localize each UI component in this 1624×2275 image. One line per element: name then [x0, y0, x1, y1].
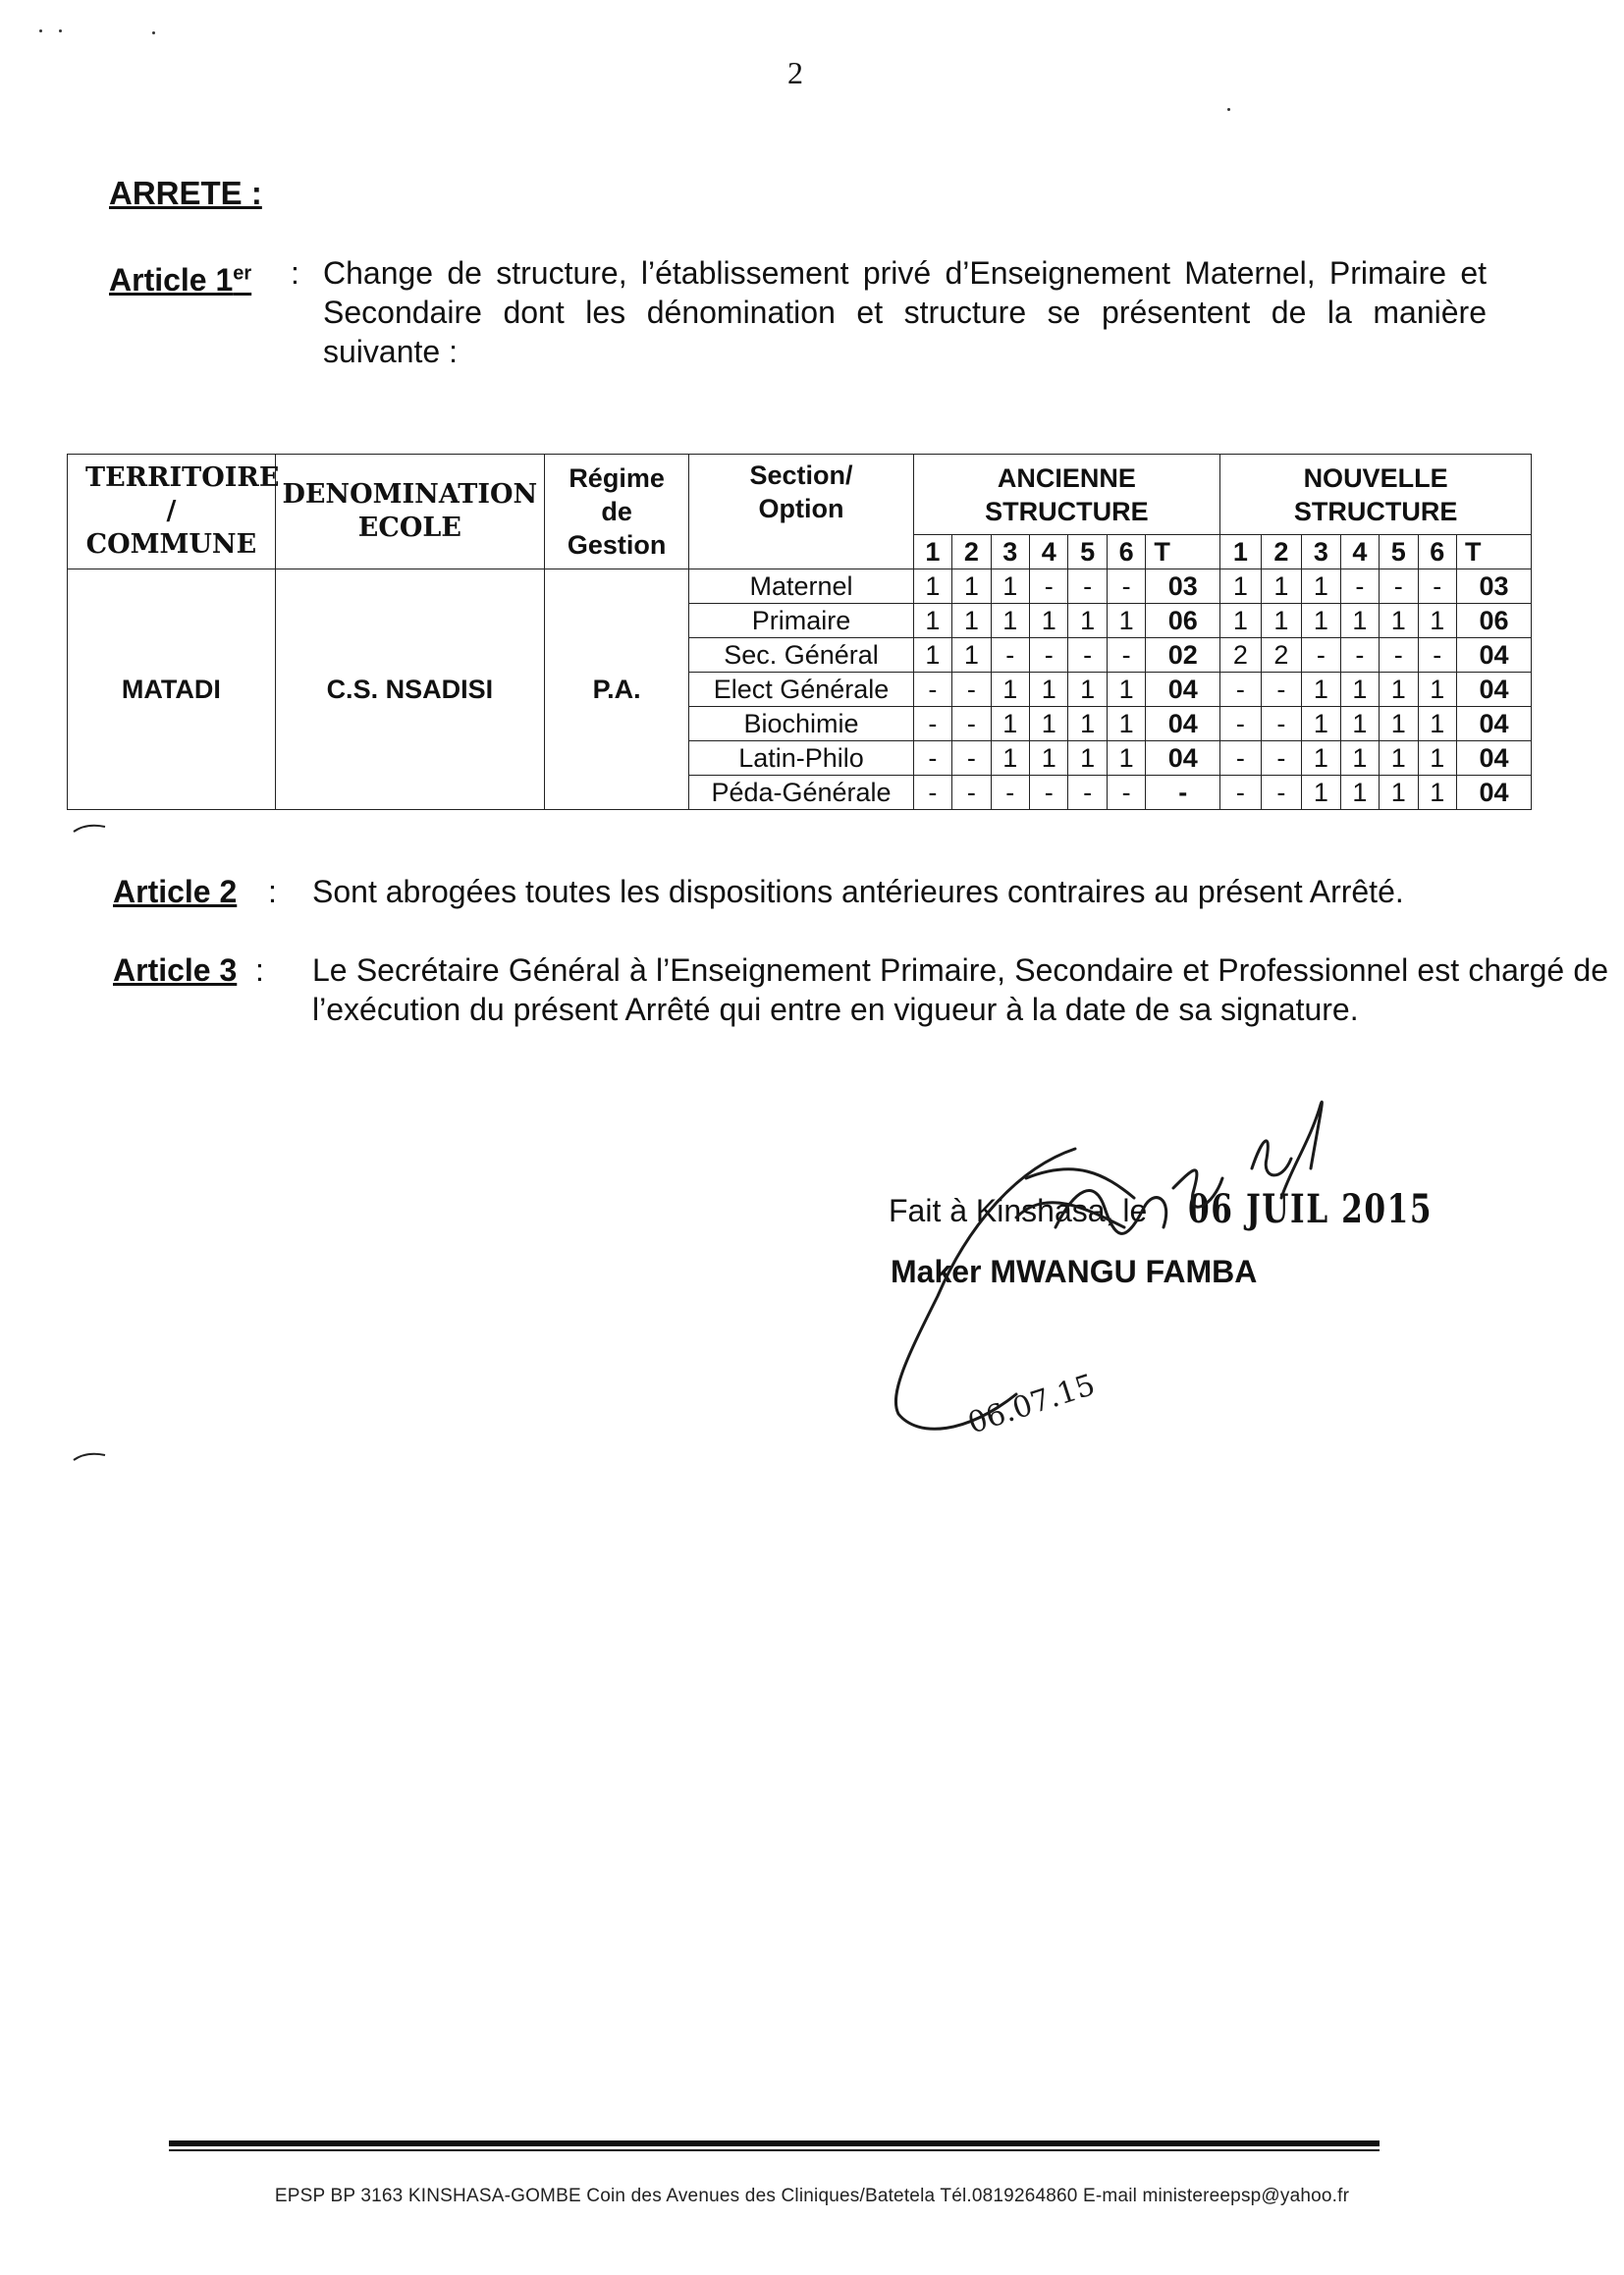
- nouvelle-value-cell: 2: [1220, 638, 1262, 673]
- nouvelle-value-cell: 2: [1261, 638, 1302, 673]
- ancienne-value-cell: -: [952, 707, 991, 741]
- nouvelle-value-cell: -: [1418, 569, 1456, 604]
- ancienne-value-cell: -: [1030, 638, 1068, 673]
- nouvelle-value-cell: -: [1220, 741, 1262, 776]
- nouvelle-value-cell: 1: [1302, 707, 1340, 741]
- article-3-text: Le Secrétaire Général à l’Enseignement Primaire, Secondaire et Professionnel est chargé de l’exécution du présent Arrêté qui entre en vigueur à la date de sa signature.: [312, 952, 1608, 1027]
- nouvelle-value-cell: -: [1261, 776, 1302, 810]
- ancienne-value-cell: 04: [1146, 673, 1220, 707]
- ancienne-value-cell: -: [1068, 569, 1107, 604]
- header-section-option: Section/ Option: [689, 455, 913, 569]
- nouvelle-value-cell: -: [1340, 569, 1379, 604]
- nouvelle-value-cell: 1: [1380, 707, 1418, 741]
- structure-table-wrap: [67, 454, 1532, 810]
- ancienne-value-cell: -: [991, 638, 1029, 673]
- ancienne-col-header: 6: [1107, 535, 1145, 569]
- nouvelle-value-cell: 1: [1418, 604, 1456, 638]
- handwritten-date: 06.07.15: [963, 1368, 1100, 1441]
- nouvelle-col-header: 3: [1302, 535, 1340, 569]
- scan-mark: [73, 1451, 106, 1461]
- ancienne-value-cell: 1: [991, 673, 1029, 707]
- nouvelle-value-cell: 1: [1220, 569, 1262, 604]
- nouvelle-value-cell: 1: [1380, 604, 1418, 638]
- nouvelle-value-cell: -: [1380, 638, 1418, 673]
- ancienne-col-header: 3: [991, 535, 1029, 569]
- ancienne-col-header: T: [1146, 535, 1220, 569]
- ancienne-value-cell: 04: [1146, 707, 1220, 741]
- ancienne-value-cell: 04: [1146, 741, 1220, 776]
- nouvelle-value-cell: 1: [1418, 707, 1456, 741]
- section-option-cell: Primaire: [689, 604, 913, 638]
- nouvelle-value-cell: -: [1261, 707, 1302, 741]
- ancienne-value-cell: 1: [1030, 673, 1068, 707]
- nouvelle-col-header: 6: [1418, 535, 1456, 569]
- nouvelle-value-cell: 1: [1302, 741, 1340, 776]
- nouvelle-value-cell: 03: [1456, 569, 1531, 604]
- nouvelle-value-cell: 1: [1418, 741, 1456, 776]
- nouvelle-value-cell: 1: [1340, 776, 1379, 810]
- nouvelle-value-cell: -: [1261, 741, 1302, 776]
- scan-speck: [59, 29, 62, 32]
- ancienne-value-cell: 1: [1068, 741, 1107, 776]
- article-1-label: Article 1er: [109, 261, 252, 298]
- section-option-cell: Sec. Général: [689, 638, 913, 673]
- fait-a-line: Fait à Kinshasa, le: [889, 1193, 1148, 1228]
- nouvelle-value-cell: 1: [1418, 673, 1456, 707]
- ancienne-value-cell: 1: [991, 707, 1029, 741]
- handwritten-signature: [879, 1100, 1468, 1463]
- article-1-text: Change de structure, l’établissement privé d’Enseignement Maternel, Primaire et Secondaire dont les dénomination et structure se présentent de la manière suivante :: [323, 255, 1487, 369]
- ancienne-col-header: 4: [1030, 535, 1068, 569]
- nouvelle-value-cell: 1: [1261, 604, 1302, 638]
- page-number: 2: [787, 55, 803, 90]
- nouvelle-value-cell: -: [1261, 673, 1302, 707]
- nouvelle-col-header: 4: [1340, 535, 1379, 569]
- section-option-cell: Biochimie: [689, 707, 913, 741]
- ancienne-value-cell: 1: [1030, 707, 1068, 741]
- header-territoire: TERRITOIRE / COMMUNE: [68, 455, 276, 569]
- article-1: [109, 253, 1503, 381]
- regime-cell: P.A.: [544, 569, 688, 810]
- article-2: [113, 872, 1507, 915]
- ancienne-value-cell: 1: [913, 638, 951, 673]
- ancienne-value-cell: 1: [1107, 741, 1145, 776]
- ancienne-col-header: 5: [1068, 535, 1107, 569]
- ancienne-col-header: 2: [952, 535, 991, 569]
- ancienne-value-cell: 1: [952, 638, 991, 673]
- ancienne-col-header: 1: [913, 535, 951, 569]
- ecole-cell: C.S. NSADISI: [275, 569, 544, 810]
- ancienne-value-cell: -: [913, 741, 951, 776]
- ancienne-value-cell: 03: [1146, 569, 1220, 604]
- nouvelle-value-cell: -: [1340, 638, 1379, 673]
- scan-speck: [39, 29, 42, 32]
- nouvelle-value-cell: -: [1418, 638, 1456, 673]
- table-row: [68, 569, 1532, 604]
- ancienne-value-cell: 1: [1107, 707, 1145, 741]
- article-1-colon: :: [291, 255, 299, 291]
- ancienne-value-cell: 1: [1030, 741, 1068, 776]
- territoire-cell: MATADI: [68, 569, 276, 810]
- ancienne-value-cell: 02: [1146, 638, 1220, 673]
- nouvelle-value-cell: 06: [1456, 604, 1531, 638]
- ancienne-value-cell: 1: [1030, 604, 1068, 638]
- footer-address: EPSP BP 3163 KINSHASA-GOMBE Coin des Avenues des Cliniques/Batetela Tél.0819264860 E-mail ministereepsp@yahoo.fr: [274, 2186, 1350, 2206]
- nouvelle-col-header: 2: [1261, 535, 1302, 569]
- ancienne-value-cell: 1: [1068, 707, 1107, 741]
- article-2-text: Sont abrogées toutes les dispositions antérieures contraires au présent Arrêté.: [312, 874, 1404, 909]
- nouvelle-value-cell: 04: [1456, 707, 1531, 741]
- section-option-cell: Péda-Générale: [689, 776, 913, 810]
- nouvelle-value-cell: -: [1220, 776, 1262, 810]
- ancienne-value-cell: -: [1107, 569, 1145, 604]
- nouvelle-value-cell: 1: [1380, 741, 1418, 776]
- ancienne-value-cell: -: [1146, 776, 1220, 810]
- ancienne-value-cell: 1: [1107, 673, 1145, 707]
- nouvelle-col-header: 5: [1380, 535, 1418, 569]
- ancienne-value-cell: -: [1068, 638, 1107, 673]
- nouvelle-value-cell: 1: [1302, 673, 1340, 707]
- nouvelle-value-cell: 1: [1380, 776, 1418, 810]
- ancienne-value-cell: 1: [1107, 604, 1145, 638]
- nouvelle-value-cell: 1: [1302, 604, 1340, 638]
- ancienne-value-cell: 1: [913, 604, 951, 638]
- ancienne-value-cell: -: [913, 673, 951, 707]
- section-option-cell: Maternel: [689, 569, 913, 604]
- article-3-colon: :: [255, 952, 264, 988]
- ancienne-value-cell: -: [1068, 776, 1107, 810]
- nouvelle-value-cell: 04: [1456, 776, 1531, 810]
- nouvelle-col-header: T: [1456, 535, 1531, 569]
- nouvelle-value-cell: 1: [1220, 604, 1262, 638]
- section-option-cell: Elect Générale: [689, 673, 913, 707]
- ancienne-value-cell: 1: [952, 569, 991, 604]
- nouvelle-value-cell: 04: [1456, 638, 1531, 673]
- nouvelle-value-cell: 1: [1340, 707, 1379, 741]
- arrete-heading: ARRETE :: [109, 175, 262, 211]
- ancienne-value-cell: 1: [1068, 604, 1107, 638]
- article-2-label: Article 2: [113, 874, 238, 909]
- header-nouvelle-structure: NOUVELLE STRUCTURE: [1220, 455, 1532, 535]
- nouvelle-value-cell: -: [1302, 638, 1340, 673]
- header-denomination: DENOMINATION ECOLE: [275, 455, 544, 569]
- nouvelle-value-cell: 1: [1302, 776, 1340, 810]
- ancienne-value-cell: -: [952, 741, 991, 776]
- ancienne-value-cell: 1: [991, 569, 1029, 604]
- nouvelle-value-cell: -: [1220, 707, 1262, 741]
- nouvelle-value-cell: 1: [1380, 673, 1418, 707]
- ancienne-value-cell: -: [1107, 776, 1145, 810]
- nouvelle-value-cell: -: [1380, 569, 1418, 604]
- ancienne-value-cell: 06: [1146, 604, 1220, 638]
- footer-rule: [169, 2140, 1380, 2152]
- ancienne-value-cell: -: [991, 776, 1029, 810]
- scan-speck: [152, 31, 155, 34]
- scan-speck: [1227, 108, 1230, 111]
- ancienne-value-cell: -: [913, 776, 951, 810]
- ancienne-value-cell: 1: [991, 604, 1029, 638]
- nouvelle-value-cell: 1: [1340, 741, 1379, 776]
- nouvelle-value-cell: 04: [1456, 673, 1531, 707]
- nouvelle-value-cell: 1: [1340, 604, 1379, 638]
- ancienne-value-cell: -: [913, 707, 951, 741]
- structure-table: [67, 454, 1532, 810]
- header-ancienne-structure: ANCIENNE STRUCTURE: [913, 455, 1219, 535]
- ancienne-value-cell: 1: [952, 604, 991, 638]
- nouvelle-value-cell: 1: [1418, 776, 1456, 810]
- article-3-label: Article 3: [113, 952, 238, 988]
- date-stamp: 06 JUIL 2015: [1188, 1186, 1434, 1232]
- ancienne-value-cell: -: [1030, 569, 1068, 604]
- ancienne-value-cell: 1: [991, 741, 1029, 776]
- ancienne-value-cell: -: [952, 673, 991, 707]
- ancienne-value-cell: 1: [913, 569, 951, 604]
- nouvelle-value-cell: 1: [1302, 569, 1340, 604]
- article-2-colon: :: [268, 874, 277, 909]
- ancienne-value-cell: 1: [1068, 673, 1107, 707]
- ancienne-value-cell: -: [1107, 638, 1145, 673]
- section-option-cell: Latin-Philo: [689, 741, 913, 776]
- signer-name: Maker MWANGU FAMBA: [891, 1254, 1258, 1289]
- header-regime: Régime de Gestion: [544, 455, 688, 569]
- nouvelle-value-cell: -: [1220, 673, 1262, 707]
- article-3: [113, 950, 1608, 1078]
- nouvelle-col-header: 1: [1220, 535, 1262, 569]
- scan-mark: [73, 823, 106, 833]
- nouvelle-value-cell: 1: [1261, 569, 1302, 604]
- signature-block: [879, 1100, 1468, 1463]
- ancienne-value-cell: -: [952, 776, 991, 810]
- nouvelle-value-cell: 04: [1456, 741, 1531, 776]
- ancienne-value-cell: -: [1030, 776, 1068, 810]
- nouvelle-value-cell: 1: [1340, 673, 1379, 707]
